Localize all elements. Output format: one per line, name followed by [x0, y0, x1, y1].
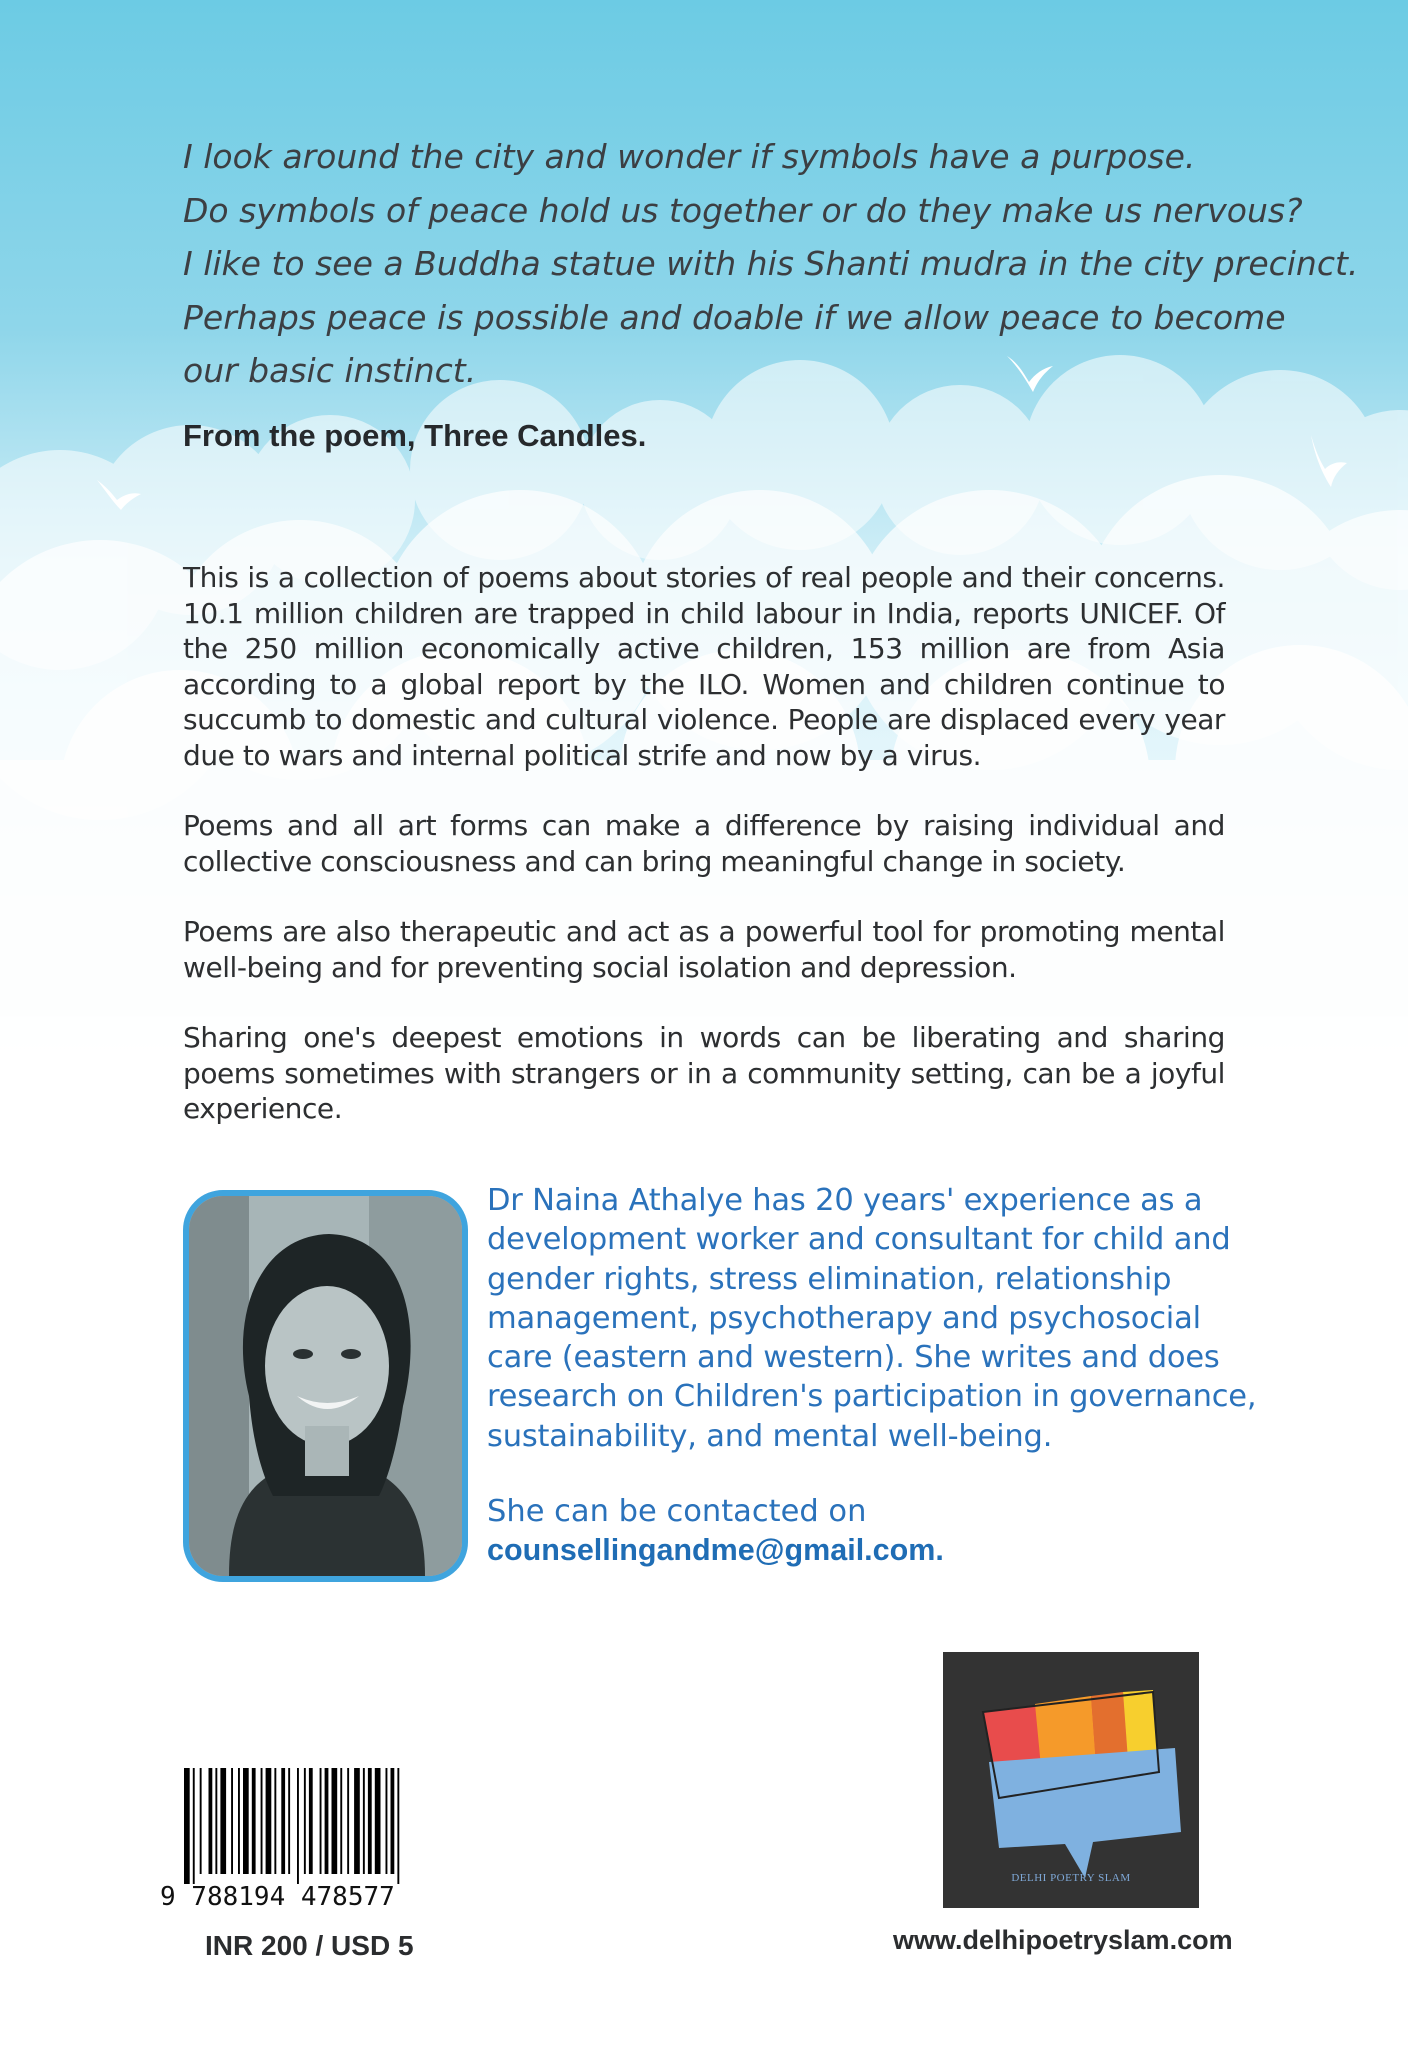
- barcode-bar: [386, 1768, 388, 1874]
- publisher-logo-text: DELHI POETRY SLAM: [1011, 1872, 1131, 1884]
- barcode-bar: [252, 1768, 256, 1874]
- poem-line: Perhaps peace is possible and doable if we allow peace to become: [183, 297, 1286, 337]
- author-bio-text: Dr Naina Athalye has 20 years' experience as a development worker and consultant for child and gender rights, stress elimination, relationship management, psychotherapy and psychosocial care (eastern and western). She writes and does research on Children's participation in governance, sustainability, and mental well-being.: [487, 1183, 1257, 1454]
- barcode-bar: [397, 1768, 399, 1884]
- barcode-bar: [243, 1768, 249, 1874]
- barcode-bar: [220, 1768, 226, 1874]
- barcode-bar: [309, 1768, 313, 1874]
- publisher-logo: [943, 1652, 1199, 1908]
- description-paragraph: This is a collection of poems about stories of real people and their concerns. 10.1 million children are trapped in child labour in India, reports UNICEF. Of the 250 million economically active children, 153 million are from Asia according to a global report by the ILO. Women and children continue to succumb to domestic and cultural violence. People are displaced every year due to wars and internal political strife and now by a virus.: [183, 561, 1225, 772]
- barcode-bar: [375, 1768, 381, 1874]
- barcode-bar: [215, 1768, 217, 1874]
- author-contact: [487, 1492, 1257, 1571]
- poem-line: I look around the city and wonder if symbols have a purpose.: [183, 137, 1196, 176]
- barcode-bar: [184, 1768, 190, 1884]
- poem-line: our basic instinct.: [183, 351, 477, 390]
- isbn-number: 9 788194 478577: [160, 1882, 395, 1912]
- seagull-icon: [1303, 433, 1349, 489]
- book-description: [183, 560, 1225, 1162]
- barcode-bar: [238, 1768, 240, 1874]
- barcode-bar: [266, 1768, 272, 1874]
- barcode-bar: [297, 1768, 299, 1884]
- price-label: INR 200 / USD 5: [205, 1930, 414, 1961]
- barcode-bar: [200, 1768, 202, 1874]
- barcode-bar: [304, 1768, 306, 1874]
- barcode-bar: [391, 1768, 395, 1874]
- author-email-link[interactable]: counsellingandme@gmail.com.: [487, 1533, 944, 1568]
- speech-bubbles-icon: [943, 1652, 1199, 1908]
- author-photo: [183, 1190, 468, 1582]
- author-portrait-icon: [189, 1196, 462, 1576]
- poem-source: From the poem, Three Candles.: [183, 418, 647, 453]
- barcode-bar: [288, 1768, 290, 1874]
- publisher-website-link[interactable]: www.delhipoetryslam.com: [893, 1925, 1233, 1955]
- poem-excerpt: [183, 130, 1359, 398]
- barcode-bar: [340, 1768, 342, 1874]
- barcode-bar: [281, 1768, 285, 1874]
- barcode-bar: [193, 1768, 195, 1884]
- description-paragraph: Poems and all art forms can make a difference by raising individual and collective consciousness and can bring meaningful change in society.: [183, 809, 1225, 878]
- barcode-bar: [274, 1768, 276, 1874]
- barcode-bar: [363, 1768, 365, 1874]
- isbn-barcode: [160, 1768, 450, 1884]
- barcode-bar: [261, 1768, 263, 1874]
- barcode-bar: [231, 1768, 233, 1874]
- seagull-icon: [95, 478, 143, 512]
- barcode-bar: [320, 1768, 322, 1874]
- barcode-bar: [209, 1768, 213, 1874]
- barcode-bar: [347, 1768, 349, 1874]
- barcode-bar: [332, 1768, 338, 1874]
- barcode-bar: [354, 1768, 360, 1874]
- description-paragraph: Poems are also therapeutic and act as a powerful tool for promoting mental well-being and for preventing social isolation and depression.: [183, 915, 1225, 984]
- poem-line: I like to see a Buddha statue with his Shanti mudra in the city precinct.: [183, 244, 1359, 283]
- author-bio: [487, 1181, 1257, 1571]
- barcode-bar: [325, 1768, 329, 1874]
- description-paragraph: Sharing one's deepest emotions in words can be liberating and sharing poems sometimes with strangers or in a community setting, can be a joyful experience.: [183, 1021, 1225, 1125]
- barcode-bar: [368, 1768, 372, 1874]
- contact-prefix: She can be contacted on: [487, 1494, 867, 1530]
- poem-line: Do symbols of peace hold us together or do they make us nervous?: [183, 190, 1303, 230]
